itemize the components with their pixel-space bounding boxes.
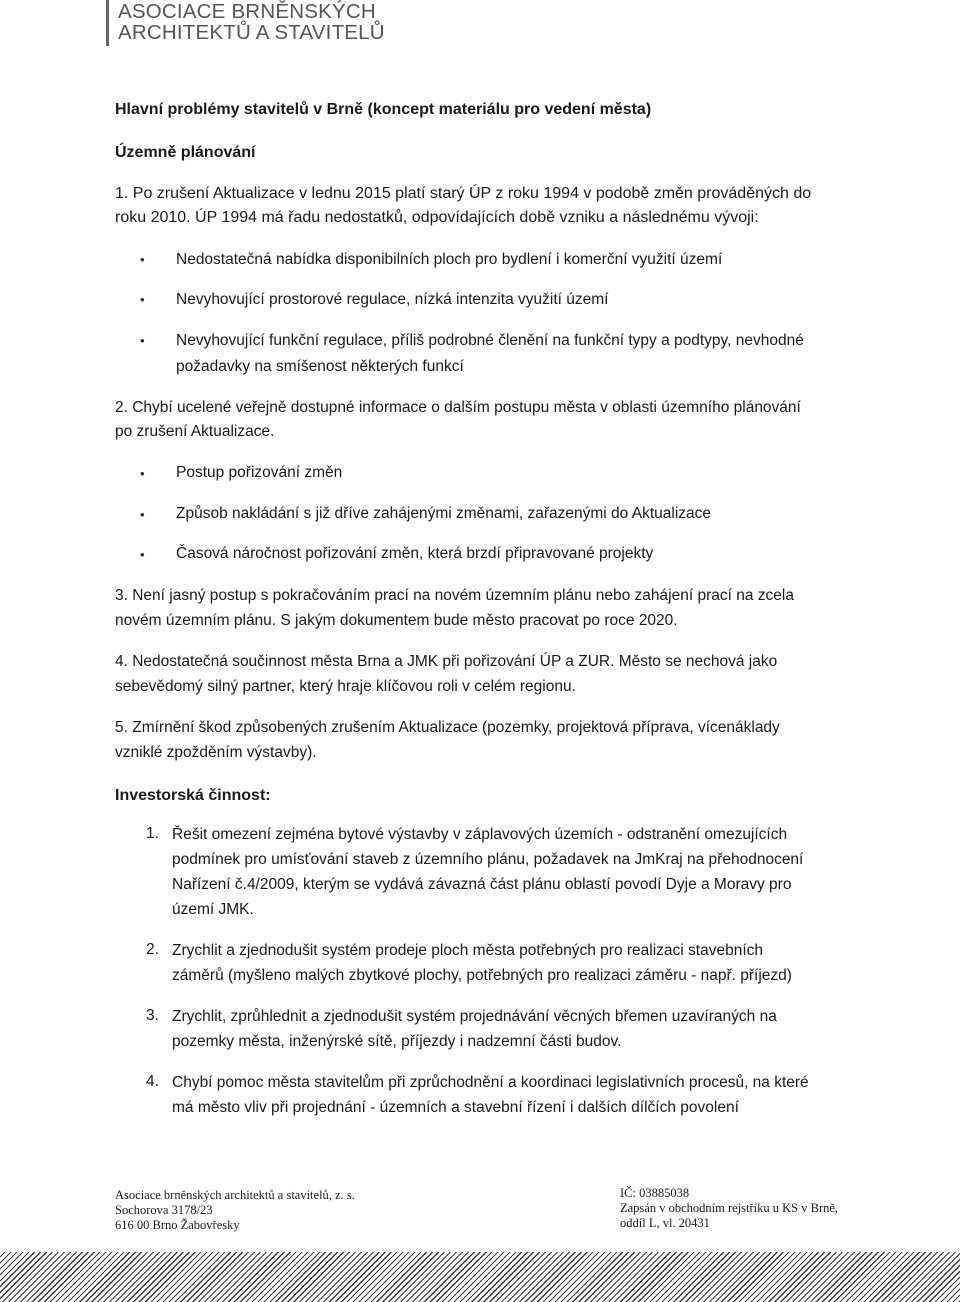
- bullet-item-continuation: požadavky na smíšenost některých funkcí: [176, 358, 464, 375]
- bullet-item: Způsob nakládání s již dříve zahájenými změnami, zařazenými do Aktualizace: [176, 505, 712, 522]
- list-item-line: území JMK.: [172, 901, 254, 918]
- footer-company-id: IČ: 03885038: [620, 1186, 690, 1200]
- footer-city: 616 00 Brno Žabovřesky: [115, 1218, 240, 1232]
- footer-org-name: Asociace brněnských architektů a stavitelů, z. s.: [115, 1188, 355, 1202]
- list-item-line: Chybí pomoc města stavitelům při zprůchodnění a koordinaci legislativních procesů, na které: [172, 1074, 809, 1091]
- list-item-line: Zrychlit, zprůhlednit a zjednodušit systém projednávání věcných břemen uzavíraných na: [172, 1008, 777, 1025]
- point-3-line-1: 3. Není jasný postup s pokračováním prací na novém územním plánu nebo zahájení prací na zcela: [115, 587, 794, 604]
- point-4-line-2: sebevědomý silný partner, který hraje klíčovou roli v celém regionu.: [115, 678, 576, 695]
- list-number: 4.: [146, 1073, 159, 1090]
- list-number: 2.: [146, 941, 159, 958]
- bullet-icon: •: [140, 292, 145, 307]
- list-item-line: Zrychlit a zjednodušit systém prodeje ploch města potřebných pro realizaci stavebních: [172, 942, 764, 959]
- document-title: Hlavní problémy stavitelů v Brně (koncept materiálu pro vedení města): [115, 101, 652, 118]
- list-number: 3.: [146, 1007, 159, 1024]
- bullet-item: Nevyhovující prostorové regulace, nízká intenzita využití území: [176, 291, 609, 308]
- point-1-line-2: roku 2010. ÚP 1994 má řadu nedostatků, odpovídajících době vzniku a následnému vývoji:: [115, 209, 759, 226]
- bullet-icon: •: [140, 252, 145, 267]
- logo-line-1: ASOCIACE BRNĚNSKÝCH: [118, 0, 376, 23]
- list-item-line: má město vliv při projednání - územních a stavební řízení i dalších dílčích povolení: [172, 1099, 739, 1116]
- point-2-line-2: po zrušení Aktualizace.: [115, 423, 275, 440]
- bullet-item: Postup pořizování změn: [176, 464, 343, 481]
- footer-hatch-pattern: [0, 1252, 960, 1302]
- bullet-item: Časová náročnost pořizování změn, která brzdí připravované projekty: [176, 545, 654, 562]
- footer-right: [620, 1186, 838, 1231]
- logo-text: [118, 1, 385, 43]
- bullet-icon: •: [140, 466, 145, 481]
- point-4-line-1: 4. Nedostatečná součinnost města Brna a JMK při pořizování ÚP a ZUR. Město se nechová jako: [115, 653, 778, 670]
- bullet-icon: •: [140, 547, 145, 562]
- bullet-icon: •: [140, 507, 145, 522]
- list-item-line: záměrů (myšleno malých zbytkové plochy, potřebných pro realizaci záměru - např. příjezd): [172, 967, 792, 984]
- footer-registry-section: oddíl L, vl. 20431: [620, 1216, 710, 1230]
- list-item-line: podmínek pro umísťování staveb z územního plánu, požadavek na JmKraj na přehodnocení: [172, 851, 804, 868]
- list-item-line: Řešit omezení zejména bytové výstavby v záplavových územích - odstranění omezujících: [172, 826, 788, 843]
- point-1-line-1: 1. Po zrušení Aktualizace v lednu 2015 platí starý ÚP z roku 1994 v podobě změn prováděných do: [115, 185, 812, 202]
- section-heading-urban-planning: Územně plánování: [115, 144, 256, 161]
- bullet-icon: •: [140, 333, 145, 348]
- point-3-line-2: novém územním plánu. S jakým dokumentem bude město pracovat po roce 2020.: [115, 612, 678, 629]
- point-5-line-1: 5. Zmírnění škod způsobených zrušením Aktualizace (pozemky, projektová příprava, vícenáklady: [115, 719, 780, 736]
- logo-bar: [106, 0, 109, 46]
- footer-street: Sochorova 3178/23: [115, 1203, 213, 1217]
- list-item-line: pozemky města, inženýrské sítě, příjezdy i nadzemní části budov.: [172, 1033, 622, 1050]
- list-item-line: Nařízení č.4/2009, kterým se vydává závazná část plánu oblastí povodí Dyje a Moravy pro: [172, 876, 792, 893]
- logo-line-2: ARCHITEKTŮ A STAVITELŮ: [118, 21, 385, 44]
- bullet-item: Nevyhovující funkční regulace, příliš podrobné členění na funkční typy a podtypy, nevhodné: [176, 332, 804, 349]
- point-2-line-1: 2. Chybí ucelené veřejně dostupné informace o dalším postupu města v oblasti územního plánování: [115, 399, 801, 416]
- section-heading-investment: Investorská činnost:: [115, 787, 271, 804]
- bullet-item: Nedostatečná nabídka disponibilních ploch pro bydlení i komerční využití území: [176, 251, 723, 268]
- footer-registry: Zapsán v obchodním rejstříku u KS v Brně,: [620, 1201, 839, 1215]
- list-number: 1.: [146, 825, 159, 842]
- footer-left: [115, 1188, 355, 1233]
- point-5-line-2: vzniklé zpožděním výstavby).: [115, 744, 317, 761]
